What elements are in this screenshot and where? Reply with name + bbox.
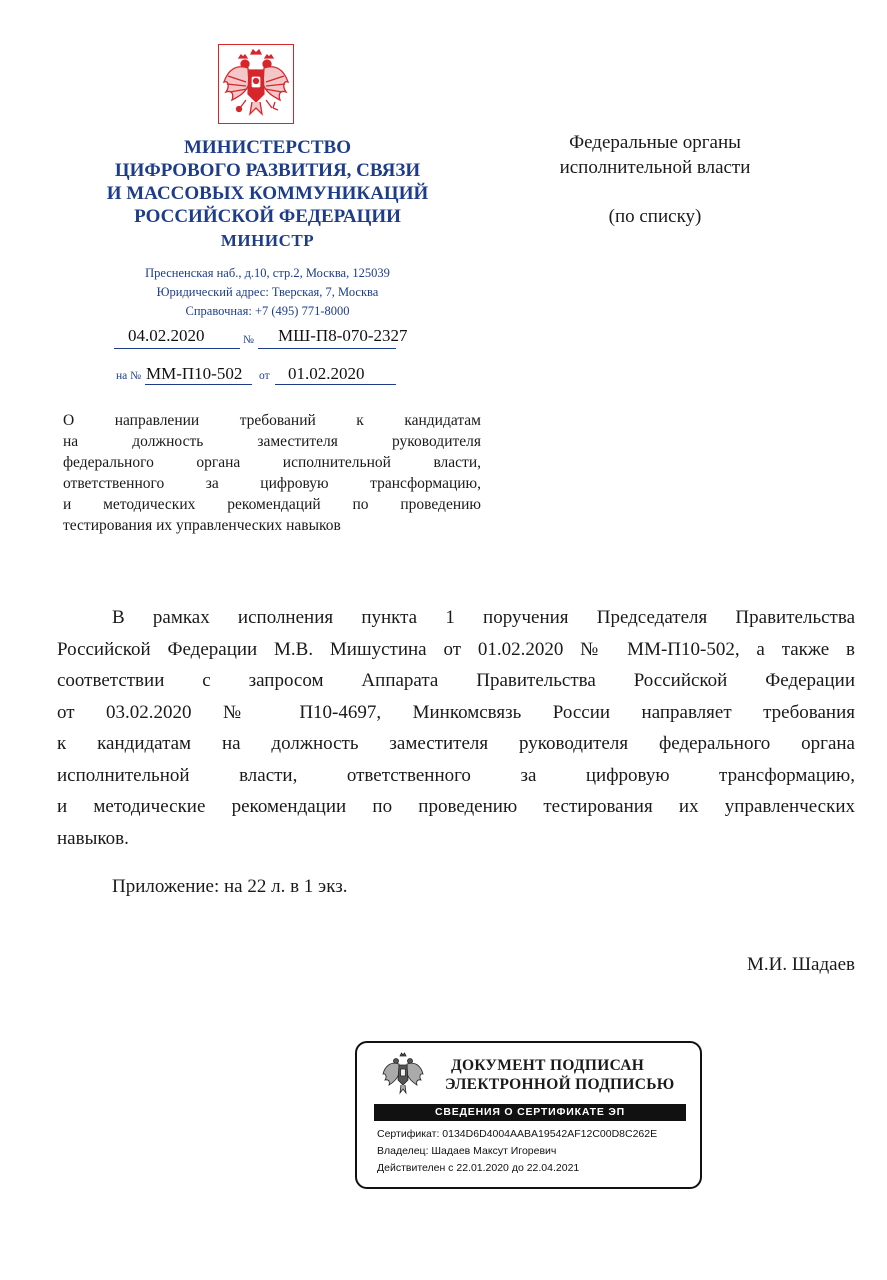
body-line: к кандидатам на должность заместителя руководителя федерального органа (57, 733, 855, 754)
stamp-title-line1: ДОКУМЕНТ ПОДПИСАН (451, 1057, 645, 1074)
address-line: Юридический адрес: Тверская, 7, Москва (156, 285, 379, 299)
subject-line: тестирования их управленческих навыков (63, 517, 341, 534)
ref-label: на № (116, 370, 142, 382)
ministry-line: И МАССОВЫХ КОММУНИКАЦИЙ (106, 183, 429, 204)
ref-from-label: от (259, 370, 270, 382)
body-line: навыков. (57, 827, 129, 849)
subject-line: на должность заместителя руководителя (63, 433, 481, 450)
number-label: № (243, 334, 254, 346)
subject-line: федерального органа исполнительной власти, (63, 454, 481, 471)
stamp-title-line2: ЭЛЕКТРОННОЙ ПОДПИСЬЮ (445, 1076, 675, 1093)
number-underline (258, 348, 396, 349)
ministry-line: ЦИФРОВОГО РАЗВИТИЯ, СВЯЗИ (114, 160, 421, 181)
letter-subject (63, 410, 481, 536)
addressee-line: исполнительной власти (559, 157, 751, 178)
body-line: от 03.02.2020 № П10-4697, Минкомсвязь России направляет требования (57, 701, 855, 723)
stamp-owner: Владелец: Шадаев Максут Игоревич (377, 1145, 557, 1157)
ministry-line: РОССИЙСКОЙ ФЕДЕРАЦИИ (134, 206, 401, 227)
body-line: исполнительной власти, ответственного за цифровую трансформацию, (57, 764, 855, 786)
electronic-signature-stamp (355, 1041, 702, 1189)
ministry-line: МИНИСТЕРСТВО (183, 137, 352, 158)
address-line: Пресненская наб., д.10, стр.2, Москва, 125039 (145, 266, 390, 280)
stamp-cert-header: СВЕДЕНИЯ О СЕРТИФИКАТЕ ЭП (374, 1104, 686, 1121)
addressee-note: (по списку) (608, 206, 702, 227)
outgoing-date: 04.02.2020 (128, 326, 205, 345)
signer-name: М.И. Шадаев (747, 954, 855, 975)
subject-line: и методических рекомендаций по проведению (63, 496, 481, 513)
outgoing-number: МШ-П8-070-2327 (278, 326, 408, 345)
ref-date-underline (275, 384, 396, 385)
letter-body (57, 602, 855, 854)
body-line: В рамках исполнения пункта 1 поручения Председателя Правительства (112, 607, 855, 628)
coat-of-arms-icon (218, 44, 294, 124)
appendix-note: Приложение: на 22 л. в 1 экз. (112, 876, 348, 897)
date-underline (114, 348, 240, 349)
ministry-name (95, 136, 440, 228)
addressee-line: Федеральные органы (569, 132, 741, 153)
address-line: Справочная: +7 (495) 771-8000 (185, 304, 350, 318)
coat-of-arms-icon (381, 1051, 425, 1097)
body-line: и методические рекомендации по проведению тестирования их управленческих (57, 796, 855, 817)
ref-date: 01.02.2020 (288, 364, 365, 383)
stamp-validity: Действителен с 22.01.2020 до 22.04.2021 (377, 1162, 580, 1174)
ref-number-underline (145, 384, 252, 385)
ministry-address (95, 264, 440, 321)
subject-line: ответственного за цифровую трансформацию, (63, 475, 481, 492)
body-line: Российской Федерации М.В. Мишустина от 01.02.2020 № ММ-П10-502, а также в (57, 638, 855, 660)
body-line: соответствии с запросом Аппарата Правительства Российской Федерации (57, 670, 855, 691)
position-title: МИНИСТР (220, 231, 315, 250)
addressee (520, 130, 790, 229)
subject-line: О направлении требований к кандидатам (63, 412, 481, 429)
stamp-certificate: Сертификат: 0134D6D4004AABA19542AF12C00D8C262E (377, 1128, 658, 1140)
ref-number: ММ-П10-502 (146, 364, 243, 383)
